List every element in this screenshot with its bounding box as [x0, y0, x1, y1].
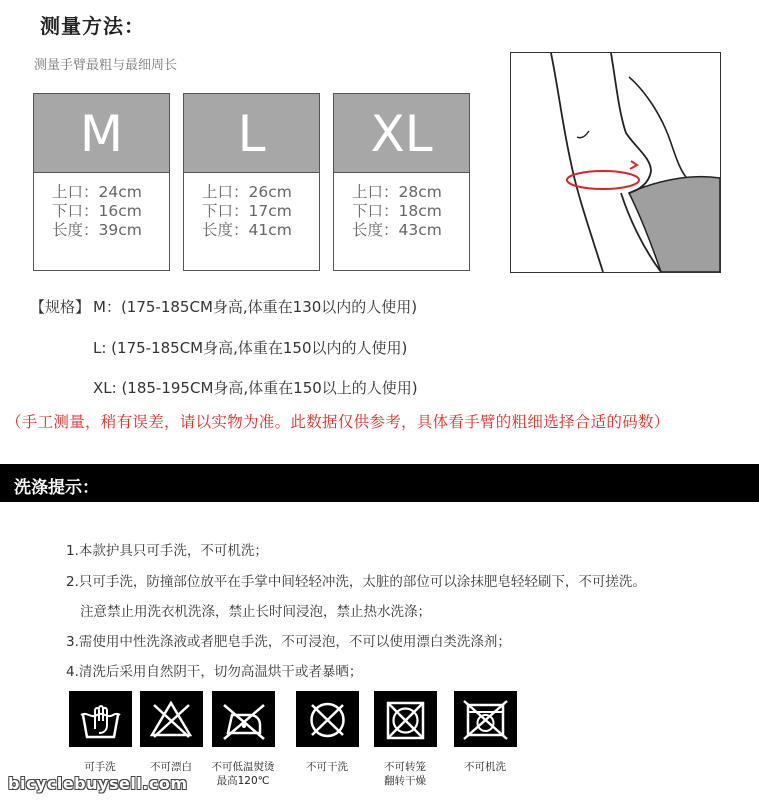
length: 长度：41cm: [202, 221, 292, 239]
lower-opening: 下口：16cm: [52, 202, 142, 220]
spec-prefix: 【规格】: [30, 298, 91, 316]
lower-opening: 下口：17cm: [202, 202, 292, 220]
no-iron-label: 不可低温熨烫: [211, 761, 275, 773]
hand-wash-label: 可手洗: [84, 761, 116, 773]
size-label: M: [34, 94, 169, 173]
no-machine-wash-label: 不可机洗: [464, 761, 506, 773]
no-iron-label-2: 最高120℃: [216, 775, 270, 787]
no-machine-wash-icon: [454, 691, 517, 747]
no-dry-clean-label: 不可干洗: [306, 761, 348, 773]
upper-opening: 上口：26cm: [202, 183, 292, 201]
spec-line-l: L: (175-185CM身高,体重在150以内的人使用): [93, 339, 408, 357]
spec-line-m: [30, 296, 417, 317]
instruction-2-note: 注意禁止用洗衣机洗涤，禁止长时间浸泡，禁止热水洗涤；: [80, 604, 431, 620]
no-tumble-dry-label-2: 翻转干燥: [384, 775, 426, 787]
no-dry-clean-icon: [296, 691, 359, 747]
no-bleach-label: 不可漂白: [150, 761, 192, 773]
arm-measure-illustration: [510, 52, 721, 273]
washing-title: 洗涤提示：: [14, 478, 99, 498]
size-card-l: [183, 93, 320, 271]
no-tumble-dry-label: 不可转笼: [384, 761, 426, 773]
page-subtitle: 测量手臂最粗与最细周长: [34, 58, 178, 73]
instruction-4: 4.清洗后采用自然阴干，切勿高温烘干或者暴晒；: [66, 664, 363, 680]
no-bleach-icon: [140, 691, 203, 747]
instruction-2: 2.只可手洗，防撞部位放平在手掌中间轻轻冲洗，太脏的部位可以涂抹肥皂轻轻刷下，不可搓洗。: [66, 574, 646, 590]
length: 长度：43cm: [352, 221, 442, 239]
no-iron-icon: [212, 691, 275, 747]
upper-opening: 上口：24cm: [52, 183, 142, 201]
no-tumble-dry-icon: [374, 691, 437, 747]
lower-opening: 下口：18cm: [352, 202, 442, 220]
instruction-1: 1.本款护具只可手洗，不可机洗；: [66, 543, 268, 559]
measurement-note: （手工测量，稍有误差，请以实物为准。此数据仅供参考，具体看手臂的粗细选择合适的码数）: [6, 413, 670, 431]
length: 长度：39cm: [52, 221, 142, 239]
size-card-xl: [333, 93, 470, 271]
size-card-m: [33, 93, 170, 271]
watermark-text: bicyclebuysell.com: [8, 774, 188, 793]
size-label: XL: [334, 94, 469, 173]
page-title: 测量方法：: [40, 14, 145, 38]
upper-opening: 上口：28cm: [352, 183, 442, 201]
size-label: L: [184, 94, 319, 173]
hand-wash-icon: [69, 691, 132, 747]
washing-header-bar: [0, 464, 759, 502]
spec-line-xl: XL: (185-195CM身高,体重在150以上的人使用): [93, 379, 418, 397]
instruction-3: 3.需使用中性洗涤液或者肥皂手洗，不可浸泡，不可以使用漂白类洗涤剂；: [66, 634, 511, 650]
spec-text: M：(175-185CM身高,体重在130以内的人使用): [93, 298, 418, 316]
